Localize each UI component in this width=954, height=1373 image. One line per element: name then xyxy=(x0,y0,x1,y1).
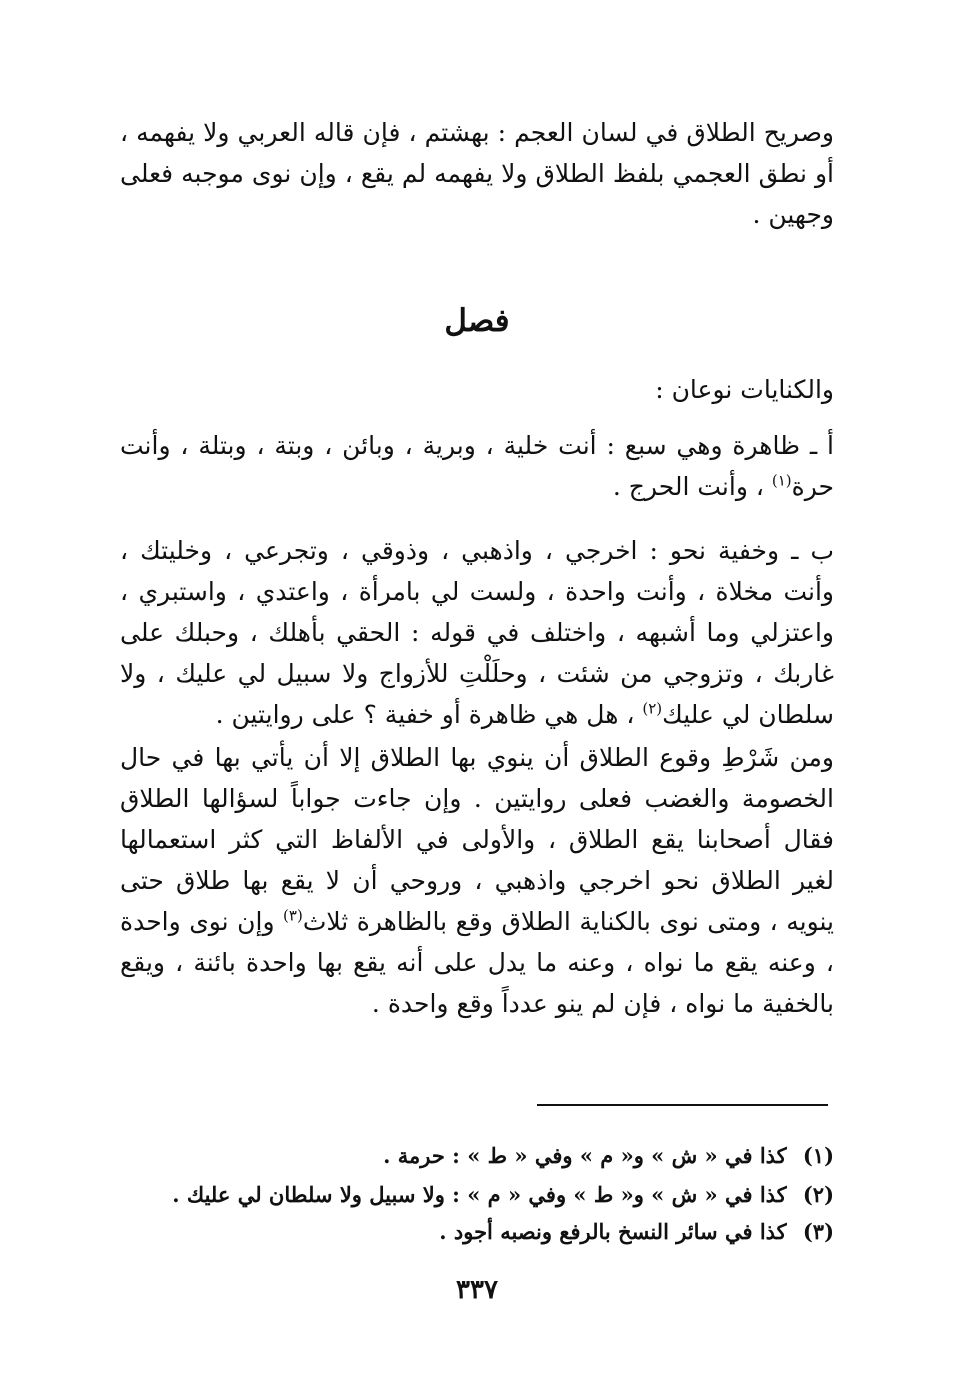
paragraph-explicit-kinayat xyxy=(120,425,834,507)
paragraph-text: أ ـ ظاهرة وهي سبع : أنت خلية ، وبرية ، وبائن ، وبتة ، وبتلة ، وأنت حرة xyxy=(120,431,834,501)
paragraph-text: ، هل هي ظاهرة أو خفية ؟ على روايتين . xyxy=(215,700,643,729)
footnote-separator xyxy=(537,1104,828,1106)
section-heading: فصل xyxy=(444,303,510,339)
footnote-item xyxy=(120,1217,834,1247)
paragraph-hidden-kinayat xyxy=(120,530,834,735)
footnote-reference[interactable]: (٣) xyxy=(283,906,303,925)
footnote-item xyxy=(120,1141,834,1171)
footnote-reference[interactable]: (١) xyxy=(771,471,792,490)
paragraph-intention-condition xyxy=(120,737,834,1024)
paragraph-text: والكنايات نوعان : xyxy=(655,375,834,404)
footnote-text: كذا في « ش » و« ط » وفي « م » : ولا سبيل ولا سلطان لي عليك . xyxy=(172,1182,787,1207)
footnote-reference[interactable]: (٢) xyxy=(642,699,663,718)
footnote-item xyxy=(120,1180,834,1210)
paragraph-text: وإن نوى واحدة ، وعنه يقع ما نواه ، وعنه ما يدل على أنه يقع بها واحدة بائنة ، ويقع بالخفية ما نواه ، فإن لم ينو عدداً وقع واحدة . xyxy=(120,907,834,1018)
footnote-number: (١) xyxy=(802,1143,834,1168)
paragraph-text: ، وأنت الحرج . xyxy=(612,472,772,501)
footnote-text: كذا في « ش » و« م » وفي « ط » : حرمة . xyxy=(383,1143,787,1168)
paragraph-kinayat-intro xyxy=(120,369,834,410)
paragraph-text: ومن شَرْطِ وقوع الطلاق أن ينوي بها الطلاق إلا أن يأتي بها في حال الخصومة والغضب فعلى روايتين . وإن جاءت جواباً لسؤالها الطلاق فقال أصحابنا يقع الطلاق ، والأولى في الألفاظ التي كثر استعمالها لغير الطلاق نحو اخرجي واذهبي ، وروحي أن لا يقع بها طلاق حتى ينويه ، ومتى نوى بالكناية الطلاق وقع بالظاهرة ثلاث xyxy=(120,743,835,936)
footnote-text: كذا في سائر النسخ بالرفع ونصبه أجود . xyxy=(439,1219,787,1244)
footnote-number: (٣) xyxy=(802,1219,834,1244)
footnote-number: (٢) xyxy=(802,1182,834,1207)
paragraph-text: ب ـ وخفية نحو : اخرجي ، واذهبي ، وذوقي ، وتجرعي ، وخليتك ، وأنت مخلاة ، وأنت واحدة ، ولست لي بامرأة ، واعتدي ، واستبري ، واعتزلي وما أشبهه ، واختلف في قوله : الحقي بأهلك ، وحبلك على غاربك ، وتزوجي من شئت ، وحلَلْتِ للأزواج ولا سبيل لي عليك ، ولا سلطان لي عليك xyxy=(120,536,834,729)
page-number: ٣٣٧ xyxy=(456,1275,498,1305)
paragraph-explicit-divorce xyxy=(120,112,834,235)
paragraph-text: وصريح الطلاق في لسان العجم : بهشتم ، فإن قاله العربي ولا يفهمه ، أو نطق العجمي بلفظ الطلاق ولا يفهمه لم يقع ، وإن نوى موجبه فعلى وجهين . xyxy=(120,118,834,229)
